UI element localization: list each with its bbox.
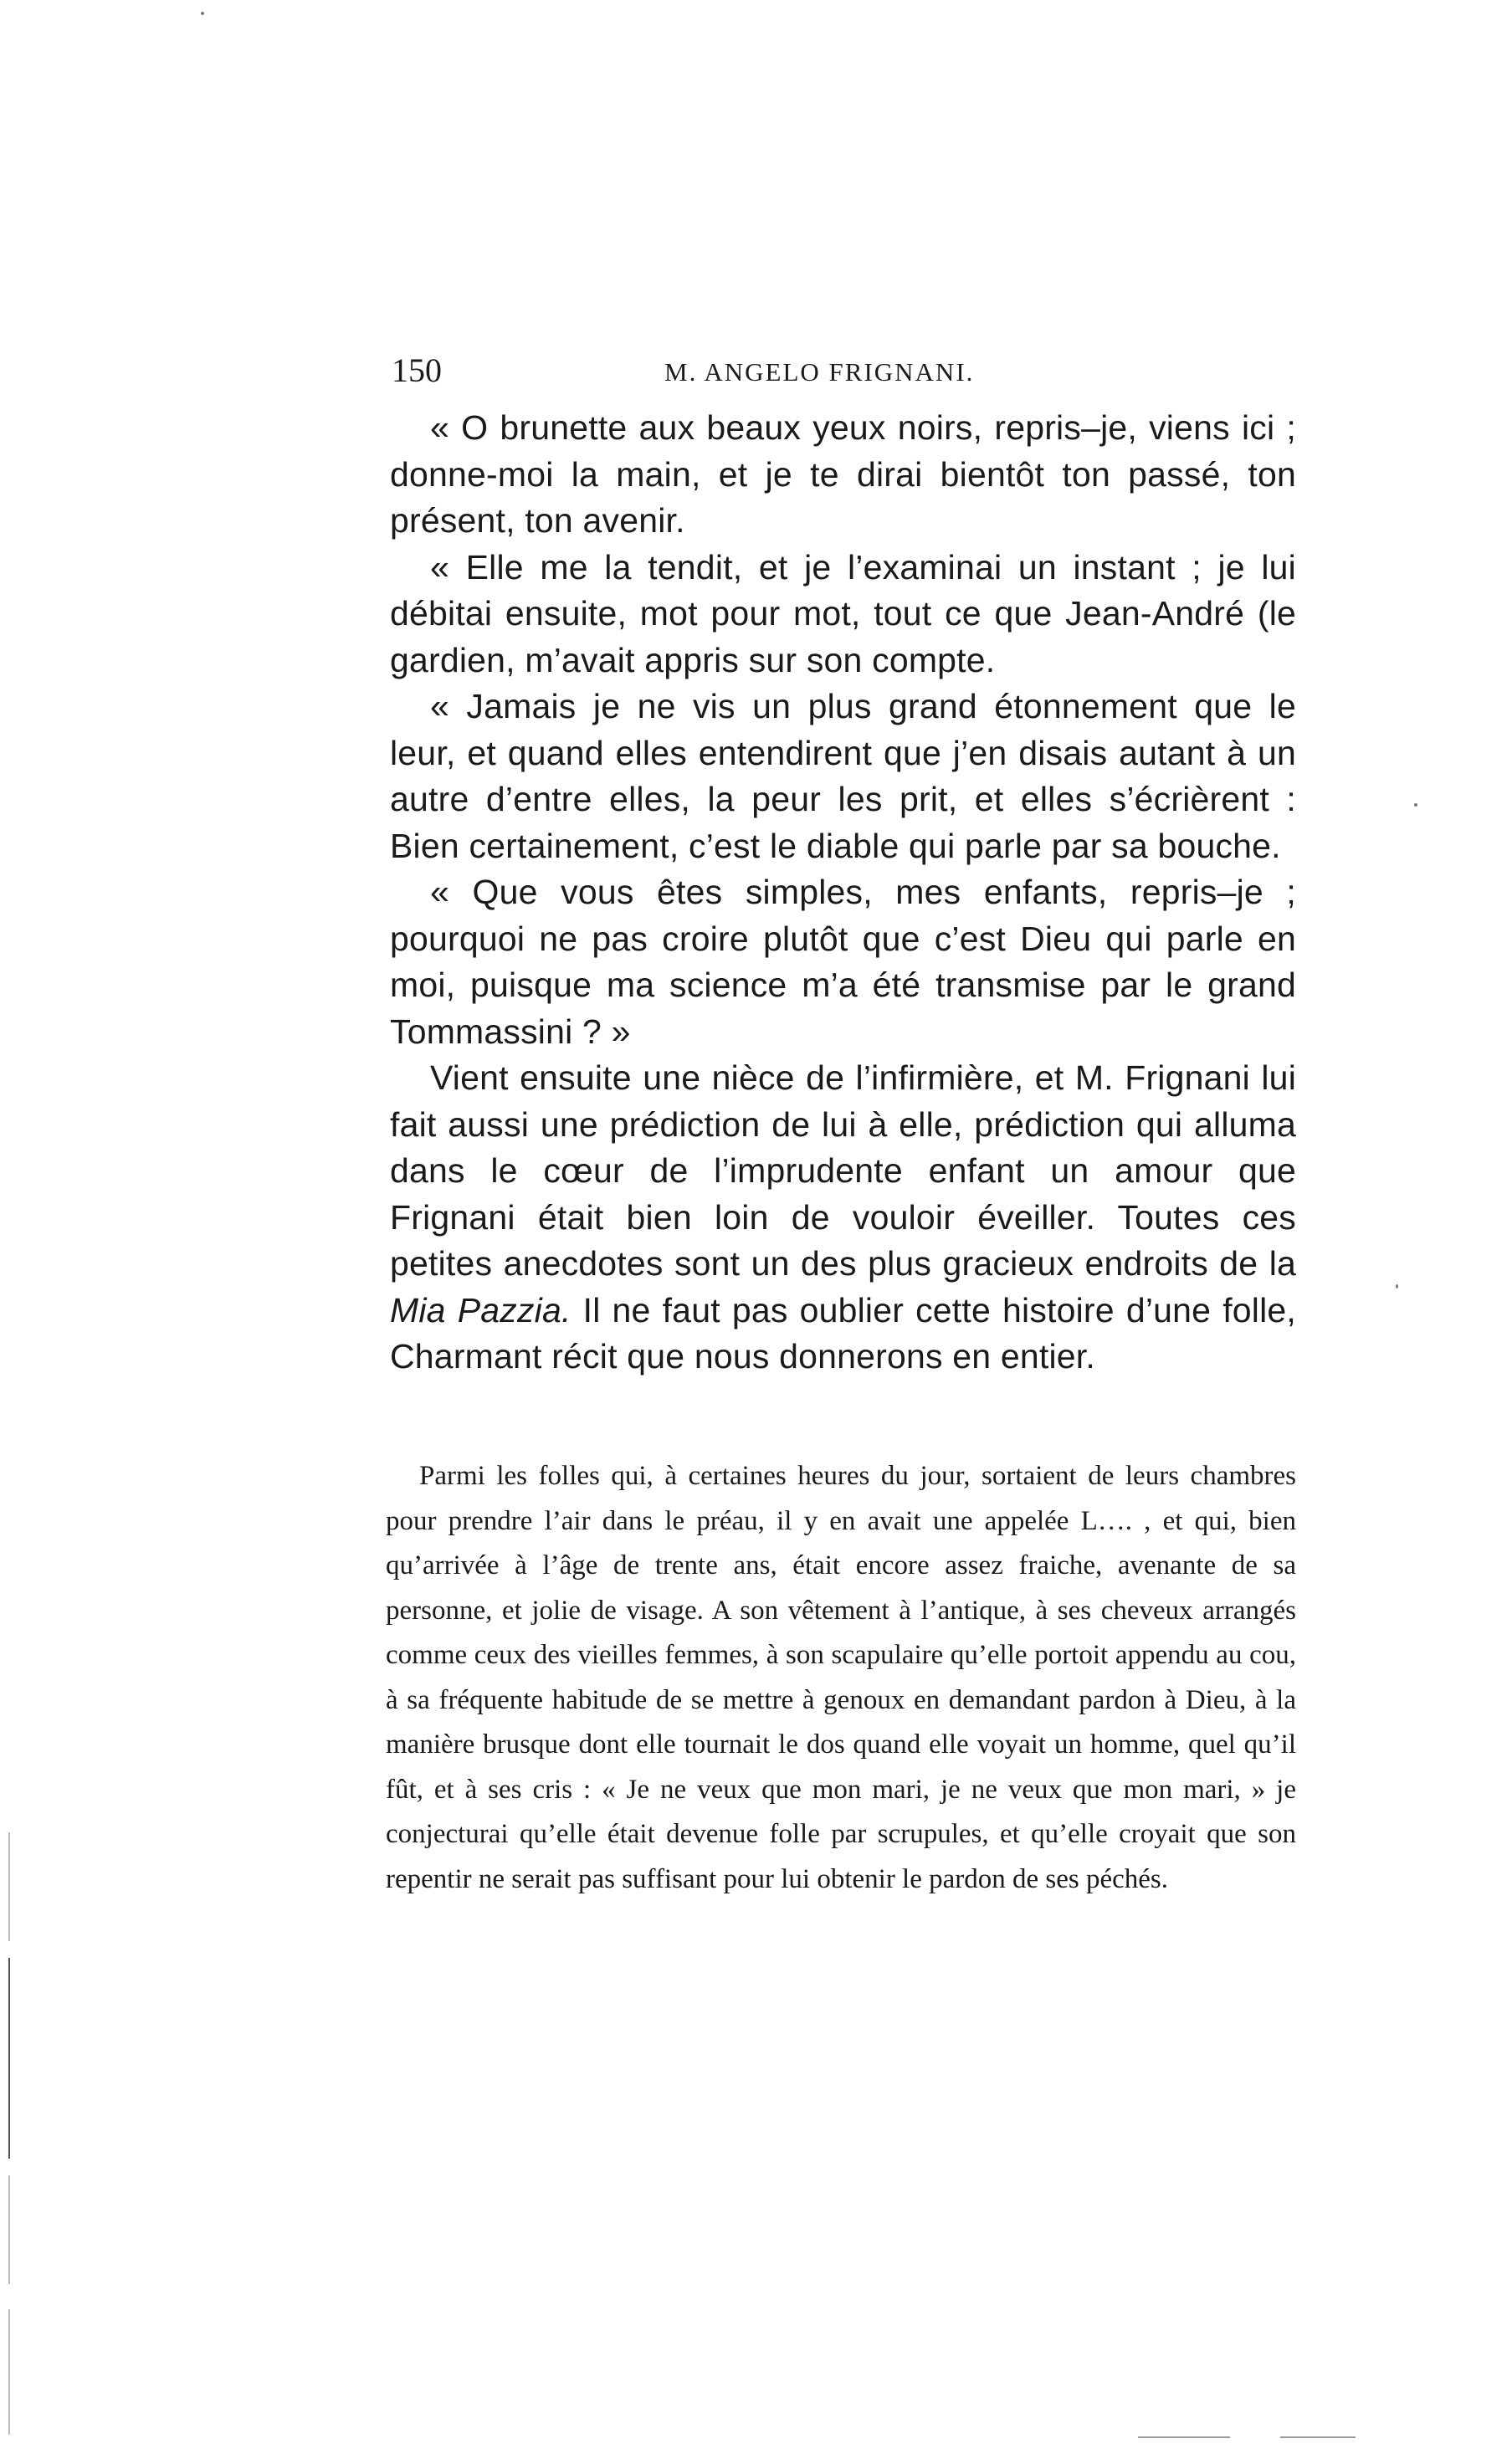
page-header xyxy=(392,347,1295,394)
book-title: Mia Pazzia. xyxy=(390,1290,571,1329)
paragraph: « Que vous êtes simples, mes enfants, repris–je ; pourquoi ne pas croire plutôt que c’est Dieu qui parle en moi, puisque ma science m’a été transmise par le grand Tommassini ? » xyxy=(390,873,1296,1051)
paragraph-text: Vient ensuite une nièce de l’infirmière, et M. Frignani lui fait aussi une prédiction de lui à elle, prédiction qui alluma dans le cœur de l’imprudente enfant un amour que Frignani était bien loin de vouloir éveiller. Toutes ces petites anecdotes sont un des plus gracieux endroits de la xyxy=(390,1058,1296,1283)
scan-edge-line xyxy=(8,2175,10,2284)
quoted-excerpt xyxy=(386,1454,1296,1902)
main-text xyxy=(390,405,1296,1381)
scan-edge-line xyxy=(1280,2436,1356,2438)
running-head: M. ANGELO FRIGNANI. xyxy=(664,357,975,387)
paragraph: « O brunette aux beaux yeux noirs, repris–je, viens ici ; donne-moi la main, et je te dirai bientôt ton passé, ton présent, ton avenir. xyxy=(390,408,1296,540)
paragraph: « Jamais je ne vis un plus grand étonnement que le leur, et quand elles entendirent que j’en disais autant à un autre d’entre elles, la peur les prit, et elles s’écrièrent : Bien certainement, c’est le diable qui parle par sa bouche. xyxy=(390,687,1296,865)
scan-edge-line xyxy=(8,2309,10,2435)
scan-speck xyxy=(201,12,204,15)
page-number: 150 xyxy=(392,351,442,389)
paragraph: « Elle me la tendit, et je l’examinai un instant ; je lui débitai ensuite, mot pour mot, tout ce que Jean-André (le gardien, m’avait appris sur son compte. xyxy=(390,547,1296,679)
scan-edge-line xyxy=(1138,2436,1230,2438)
scan-edge-line xyxy=(8,1958,10,2159)
scan-speck xyxy=(1414,803,1417,807)
scan-speck xyxy=(1396,1284,1398,1288)
scan-edge-line xyxy=(8,1832,10,1941)
paragraph xyxy=(390,1055,1296,1381)
excerpt-paragraph: Parmi les folles qui, à certaines heures du jour, sortaient de leurs chambres pour prendre l’air dans le préau, il y en avait une appelée L…. , et qui, bien qu’arrivée à l’âge de trente ans, était encore assez fraiche, avenante de sa personne, et jolie de visage. A son vêtement à l’antique, à ses cheveux arrangés comme ceux des vieilles femmes, à son scapulaire qu’elle portoit appendu au cou, à sa fréquente habitude de se mettre à genoux en demandant pardon à Dieu, à la manière brusque dont elle tournait le dos quand elle voyait un homme, quel qu’il fût, et à ses cris : « Je ne veux que mon mari, je ne veux que mon mari, » je conjecturai qu’elle était devenue folle par scrupules, et qu’elle croyait que son repentir ne serait pas suffisant pour lui obtenir le pardon de ses péchés. xyxy=(386,1461,1296,1894)
paragraph-text: Il ne faut pas oublier cette histoire d’une folle, Charmant récit que nous donnerons en entier. xyxy=(390,1290,1297,1376)
